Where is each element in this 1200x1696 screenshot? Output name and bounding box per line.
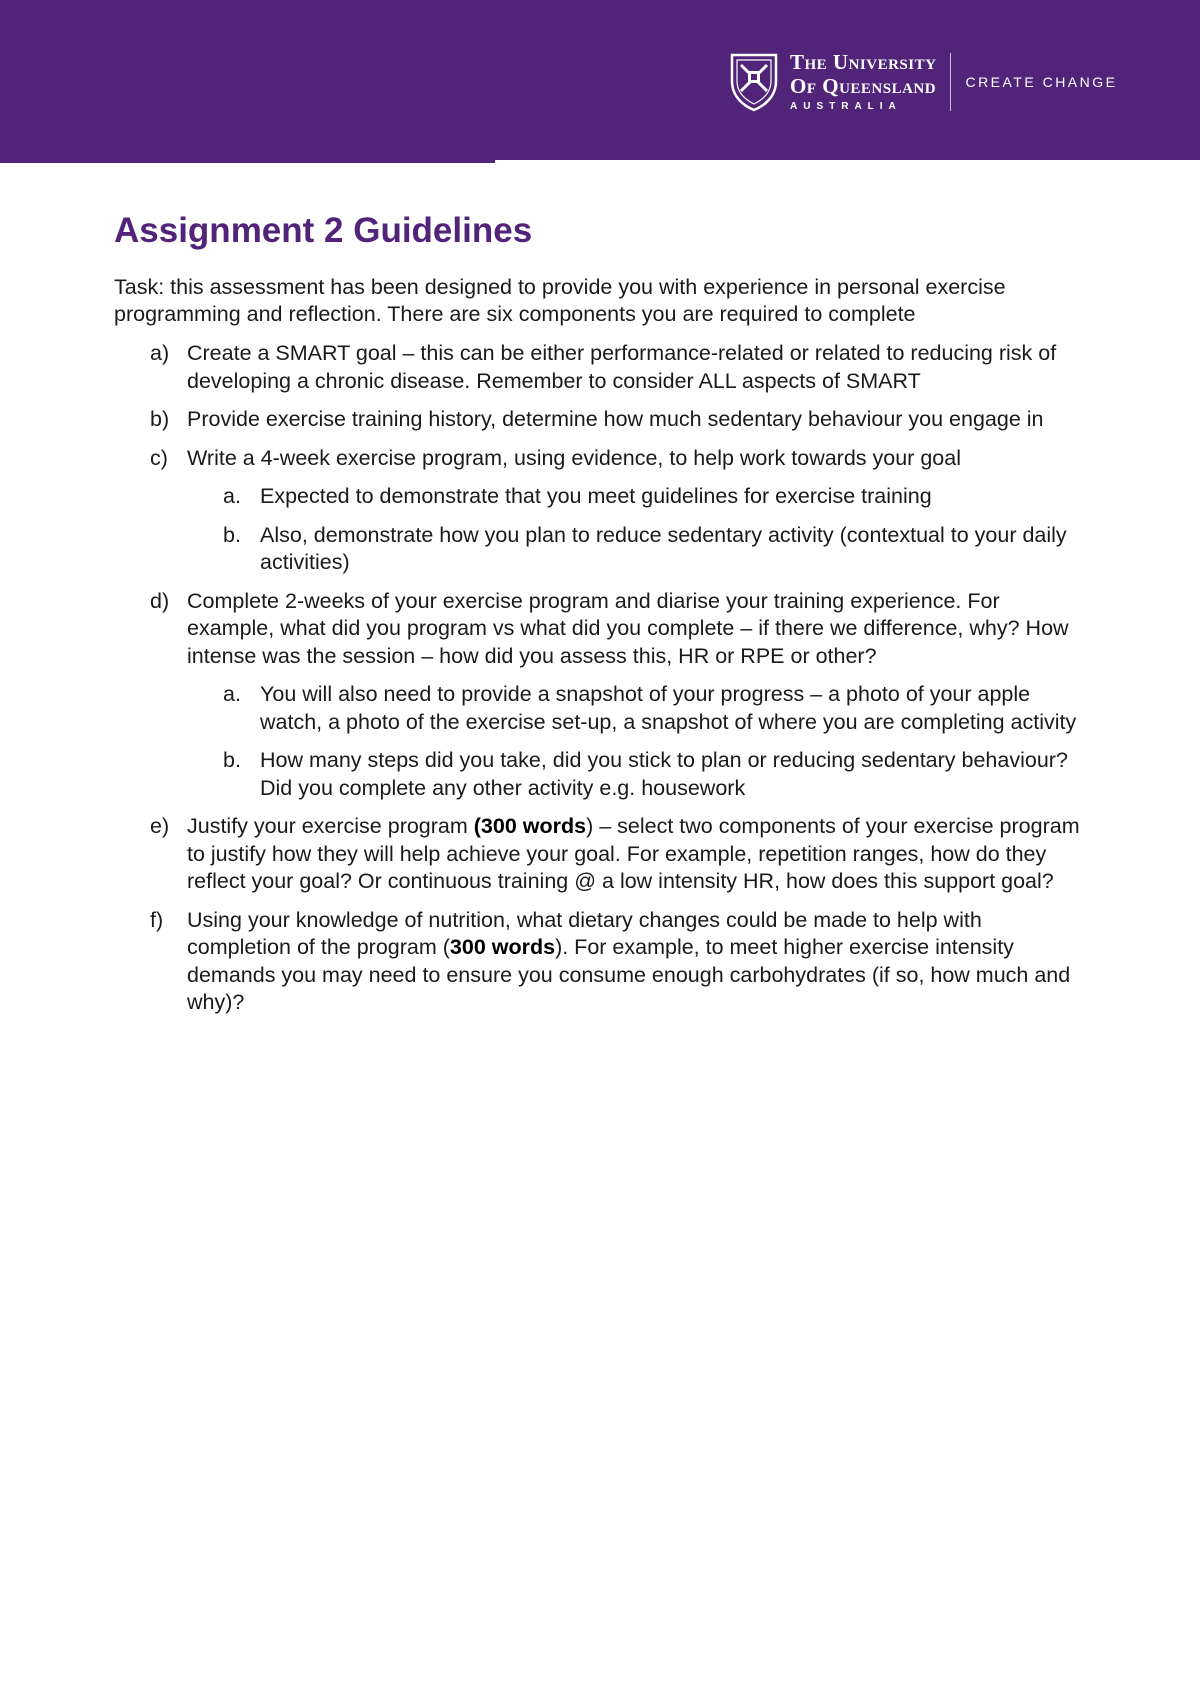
sub-list-marker: b. (223, 748, 241, 772)
sub-list (187, 483, 1084, 577)
list-marker: b) (150, 407, 170, 431)
university-country: AUSTRALIA (790, 101, 902, 112)
list-item (114, 445, 1084, 577)
list-item (114, 907, 1084, 1017)
list-item-text-before: Using your knowledge of nutrition, what dietary changes could be made to help with completion of the program ( (187, 907, 982, 959)
list-marker: f) (150, 907, 164, 932)
document-title: Assignment 2 Guidelines (114, 211, 533, 250)
list-item (114, 813, 1084, 896)
sub-list-marker: b. (223, 522, 241, 547)
uq-crest-icon (728, 51, 780, 113)
sub-list-item-text: How many steps did you take, did you stick to plan or reducing sedentary behaviour? Did you complete any other activity e.g. housework (260, 748, 1068, 800)
university-tagline: CREATE CHANGE (965, 74, 1118, 90)
word-count-emphasis: 300 words (449, 935, 556, 959)
sub-list-marker: a. (223, 682, 241, 706)
list-item-text: Complete 2-weeks of your exercise program and diarise your training experience. For example, what did you program vs what did you complete – if there we difference, why? How intense was the session – how did you assess this, HR or RPE or other? (187, 588, 1069, 668)
list-item-text-after: ). For example, to meet higher exercise intensity demands you may need to ensure you consume enough carbohydrates (if so, how much and why)? (187, 935, 1071, 1014)
sub-list (187, 681, 1084, 802)
list-item-text: Write a 4-week exercise program, using evidence, to help work towards your goal (187, 445, 961, 470)
list-item (114, 406, 1084, 434)
sub-list-item-text: You will also need to provide a snapshot of your progress – a photo of your apple watch, a photo of the exercise set-up, a snapshot of where you are completing activity (260, 682, 1077, 734)
list-item-text: Create a SMART goal – this can be either performance-related or related to reducing risk of developing a chronic disease. Remember to consider ALL aspects of SMART (187, 341, 1057, 393)
sub-list-item (187, 522, 1084, 577)
sub-list-marker: a. (223, 484, 241, 508)
word-count-emphasis: (300 words (473, 814, 587, 838)
list-item (114, 588, 1084, 803)
university-name-line2: Of Queensland (790, 74, 937, 98)
list-item-text: Provide exercise training history, determine how much sedentary behaviour you engage in (187, 407, 1044, 431)
list-item-text-before: Justify your exercise program (187, 814, 474, 838)
component-list (114, 340, 1084, 1017)
sub-list-item (187, 681, 1084, 736)
list-marker: a) (150, 341, 170, 365)
university-name-line1: The University (790, 50, 937, 74)
sub-list-item (187, 483, 1084, 511)
logo-divider (950, 53, 951, 111)
list-item-text-after: ) – select two components of your exercise program to justify how they will help achieve your goal. For example, repetition ranges, how do they reflect your goal? Or continuous training @ a low intensity HR, how does this support goal? (187, 814, 1080, 893)
sub-list-item-text: Also, demonstrate how you plan to reduce sedentary activity (contextual to your daily activities) (260, 522, 1067, 574)
list-item (114, 340, 1084, 395)
list-marker: d) (150, 588, 170, 613)
list-marker: e) (150, 814, 170, 838)
university-logo (728, 50, 1118, 114)
sub-list-item-text: Expected to demonstrate that you meet guidelines for exercise training (260, 484, 932, 508)
list-marker: c) (150, 445, 168, 470)
sub-list-item (187, 747, 1084, 802)
header-band-notch (495, 160, 1200, 165)
task-intro: Task: this assessment has been designed to provide you with experience in personal exercise programming and reflection. There are six components you are required to complete (114, 275, 1006, 326)
document-body (114, 210, 1084, 1028)
